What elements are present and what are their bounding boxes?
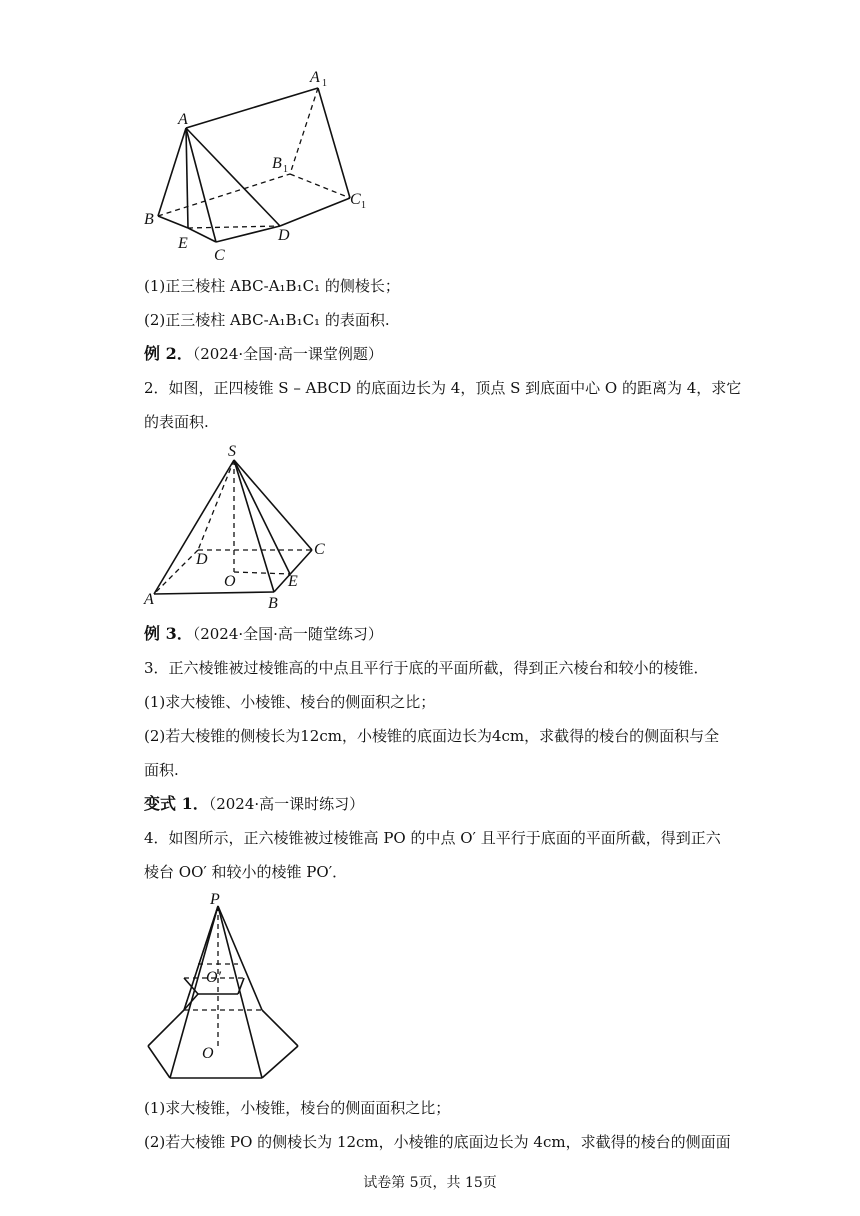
variant-1-heading [144, 794, 364, 814]
example-2-line-2: 的表面积. [144, 413, 209, 431]
label-E: E [288, 573, 298, 590]
prism-figure [140, 62, 380, 272]
variant-1-title: 变式 1． [144, 794, 209, 813]
label-S: S [228, 443, 236, 460]
label-B: B [268, 595, 278, 612]
label-D: D [196, 551, 208, 568]
question-4-part-2: (2)若大棱锥 PO 的侧棱长为 12cm，小棱锥的底面边长为 4cm，求截得的棱台的侧面面 [144, 1133, 731, 1151]
example-3-line-2: (1)求大棱锥、小棱锥、棱台的侧面积之比； [144, 693, 436, 711]
label-O: O [202, 1045, 214, 1062]
example-2-heading [144, 344, 383, 364]
label-C: C [314, 541, 325, 558]
hexagonal-pyramid-figure [140, 890, 310, 1086]
label-E: E [178, 235, 188, 252]
label-B: B [144, 211, 154, 228]
label-A1: A [310, 69, 320, 86]
example-2-source: （2024·全国·高一课堂例题） [192, 345, 383, 363]
example-2-title: 例 2． [144, 344, 193, 363]
variant-1-line-2: 棱台 OO′ 和较小的棱锥 PO′． [144, 863, 348, 881]
label-B1-sub: 1 [283, 164, 288, 175]
example-3-line-3: (2)若大棱锥的侧棱长为12cm，小棱锥的底面边长为4cm，求截得的棱台的侧面积与全 [144, 727, 720, 745]
page-footer: 试卷第 5页，共 15页 [363, 1175, 497, 1191]
label-B1: B [272, 155, 282, 172]
label-C: C [214, 247, 225, 264]
question-4-part-1: (1)求大棱锥，小棱锥，棱台的侧面面积之比； [144, 1099, 451, 1117]
question-1-part-1: (1)正三棱柱 ABC-A₁B₁C₁ 的侧棱长； [144, 277, 400, 295]
label-A1-sub: 1 [322, 78, 327, 89]
example-3-title: 例 3． [144, 624, 193, 643]
question-1-part-2: (2)正三棱柱 ABC-A₁B₁C₁ 的表面积. [144, 311, 390, 329]
label-D: D [278, 227, 290, 244]
label-P: P [210, 891, 220, 908]
variant-1-source: （2024·高一课时练习） [208, 795, 365, 813]
example-3-heading [144, 624, 383, 644]
variant-1-line-1: 4．如图所示，正六棱锥被过棱锥高 PO 的中点 O′ 且平行于底面的平面所截，得到正六 [144, 829, 721, 847]
label-C1: C [350, 191, 361, 208]
label-A: A [144, 591, 154, 608]
label-A: A [178, 111, 188, 128]
example-3-source: （2024·全国·高一随堂练习） [192, 625, 383, 643]
label-O-prime: O′ [206, 969, 222, 986]
example-2-line-1: 2．如图，正四棱锥 S – ABCD 的底面边长为 4，顶点 S 到底面中心 O 的距离为 4，求它 [144, 379, 742, 397]
square-pyramid-figure [140, 440, 350, 612]
example-3-line-1: 3．正六棱锥被过棱锥高的中点且平行于底的平面所截，得到正六棱台和较小的棱锥． [144, 659, 709, 677]
label-C1-sub: 1 [361, 200, 366, 211]
example-3-line-4: 面积. [144, 761, 179, 779]
label-O: O [224, 573, 236, 590]
